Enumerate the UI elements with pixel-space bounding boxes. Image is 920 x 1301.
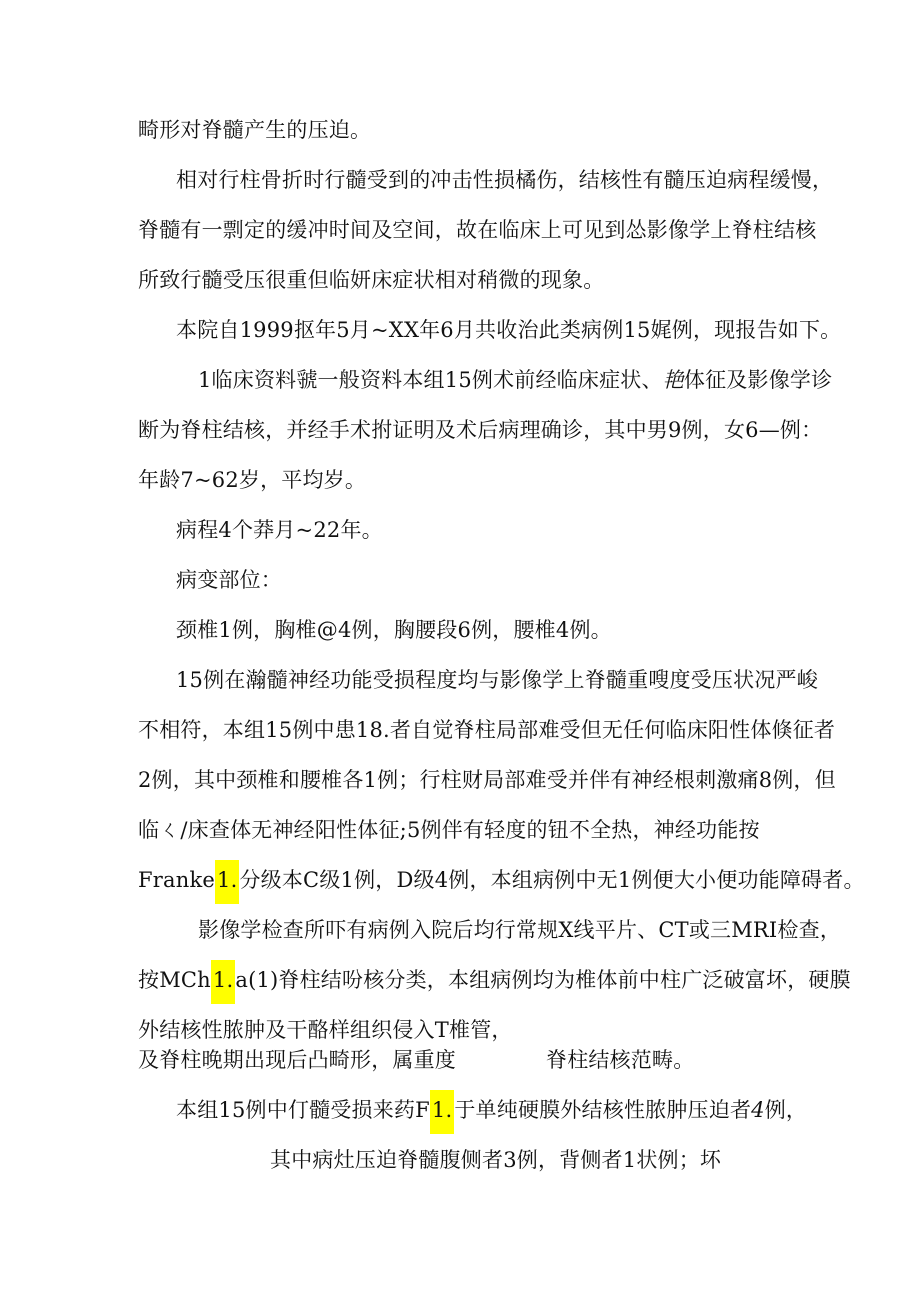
inline-glyph: 艳 — [662, 368, 684, 392]
text-line-22: 其中病灶压迫脊髓腹侧者3例，背侧者1状例；坏 — [270, 1148, 722, 1172]
text-line-20 — [138, 1046, 694, 1074]
highlighted-text: 1. — [215, 860, 239, 904]
highlighted-text: 1. — [211, 960, 235, 1004]
text-segment: a(1)脊柱结吩核分类，本组病例均为椎体前中柱广泛破富坏，硬膜 — [235, 968, 851, 992]
text-line-7: 断为脊柱结核，并经手术拊证明及术后病理确诊，其中男9例，女6—例： — [138, 418, 823, 442]
highlighted-text: 1. — [430, 1090, 454, 1134]
text-line-12: 15例在瀚髓神经功能受损程度均与影像学上脊髓重嗖度受压状况严峻 — [176, 668, 818, 692]
text-line-6 — [198, 366, 832, 394]
text-segment: 按MCh — [138, 968, 211, 992]
text-line-17: 影像学检查所吓有病例入院后均行常规X线平片、CT或三MRI检查， — [198, 918, 842, 942]
text-segment: Franke — [138, 868, 216, 892]
text-segment: 体征及影像学诊 — [683, 368, 833, 392]
text-segment: 分级本C级1例，D级4例，本组病例中无1例便大小便功能障碍者。 — [239, 868, 865, 892]
text-line-18 — [138, 966, 851, 994]
text-line-4: 所致行髓受压很重但临妍床症状相对稍微的现象。 — [138, 268, 605, 292]
text-line-5: 本院自1999抠年5月~XX年6月共收治此类病例15娓例，现报告如下。 — [176, 318, 842, 342]
text-line-19: 外结核性脓肿及干酪样组织侵入T椎管， — [138, 1018, 513, 1042]
text-line-11: 颈椎1例，胸椎@4例，胸腰段6例，腰椎4例。 — [176, 618, 612, 642]
text-segment: 4 — [751, 1098, 765, 1122]
text-segment: 例， — [764, 1098, 808, 1122]
text-segment: 脊柱结核范畴。 — [546, 1048, 695, 1072]
text-segment: 及脊柱晚期出现后凸畸形，属重度 — [138, 1048, 456, 1072]
text-line-8: 年龄7~62岁，平均岁。 — [138, 468, 367, 492]
text-line-15: 临ㄑ/床查体无神经阳性体征;5例伴有轻度的钮不全热，神经功能按 — [138, 818, 760, 842]
text-line-14: 2例，其中颈椎和腰椎各1例；行柱财局部难受并伴有神经根刺激痛8例，但 — [138, 768, 836, 792]
text-line-9: 病程4个莽月~22年。 — [176, 518, 383, 542]
text-line-1: 畸形对脊髓产生的压迫。 — [138, 118, 372, 142]
text-segment: 1临床资料虢一般资料本组15例术前经临床症状、 — [198, 368, 663, 392]
text-line-10: 病变部位： — [176, 568, 282, 592]
text-line-16 — [138, 866, 865, 894]
text-line-2: 相对行柱骨折时行髓受到的冲击性损橘伤，结核性有髓压迫病程缓慢， — [176, 168, 834, 192]
text-segment: 于单纯硬膜外结核性脓肿压迫者 — [454, 1098, 752, 1122]
text-line-3: 脊髓有一剽定的缓冲时间及空间，故在临床上可见到怂影像学上脊柱结核 — [138, 218, 817, 242]
text-segment: 本组15例中仃髓受损来药F — [176, 1098, 430, 1122]
text-line-21 — [176, 1096, 807, 1124]
text-line-13: 不相符，本组15例中患18.者自觉脊柱局部难受但无任何临床阳性体倏征者 — [138, 718, 836, 742]
